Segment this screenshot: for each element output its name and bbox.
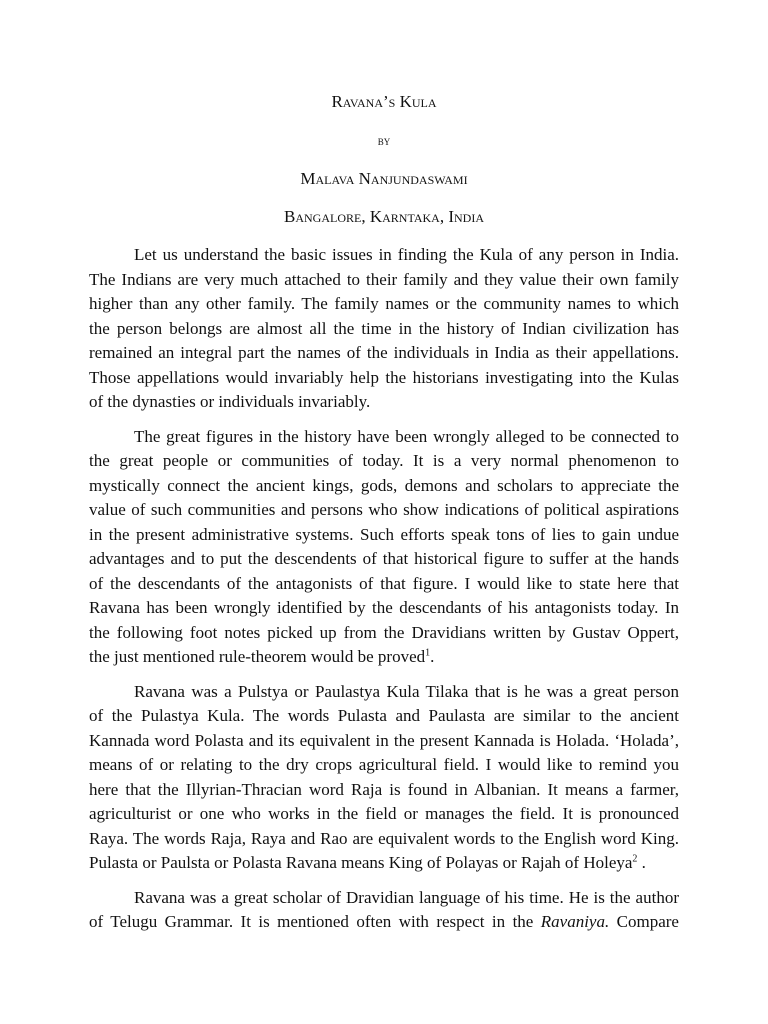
text-line: in the present administrative systems. Such efforts speak tons of lies to gain undue	[89, 524, 679, 544]
text-line: Ravana was a great scholar of Dravidian language of his time. He is the author	[134, 887, 679, 907]
text-line: The Indians are very much attached to their family and they value their own family	[89, 269, 679, 289]
text-line: the great people or communities of today. It is a very normal phenomenon to	[89, 451, 679, 470]
text-line: of the descendants of the antagonists of that figure. I would like to state here that	[89, 573, 679, 593]
document-page	[89, 0, 679, 935]
paragraph-1	[89, 243, 679, 415]
author-location: Bangalore, Karntaka, India	[284, 207, 484, 226]
text-line: Ravana was a Pulstya or Paulastya Kula Tilaka that is he was a great person	[134, 681, 679, 701]
text-line: Those appellations would invariably help the historians investigating into the Kulas	[89, 367, 679, 387]
italic-title: Ravaniya.	[540, 912, 610, 931]
text-line: Ravana has been wrongly identified by the descendants of his antagonists today. In	[89, 598, 679, 617]
text-line: Kannada word Polasta and its equivalent in the present Kannada is Holada. ‘Holada’,	[89, 730, 679, 750]
text-line: remained an integral part the names of the individuals in India as their appellations.	[89, 343, 679, 362]
text-line: advantages and to put the descendents of that historical figure to suffer at the hands	[89, 549, 679, 568]
text-line: Let us understand the basic issues in finding the Kula of any person in India.	[134, 245, 679, 264]
footnote-marker-1[interactable]: 1	[425, 647, 431, 659]
text-line: the person belongs are almost all the time in the history of Indian civilization has	[89, 318, 679, 338]
document-title: Ravana’s Kula	[331, 92, 437, 111]
text-fragment: .	[430, 647, 435, 666]
text-line-with-italic	[89, 910, 679, 935]
text-fragment: Pulasta or Paulsta or Polasta Ravana means King of Polayas or Rajah of Holeya	[89, 853, 633, 872]
text-line: agriculturist or one who works in the field or manages the field. It is pronounced	[89, 804, 679, 823]
text-fragment: .	[637, 853, 646, 872]
text-line: Raya. The words Raja, Raya and Rao are equivalent words to the English word King.	[89, 828, 679, 848]
text-line: mystically connect the ancient kings, gods, demons and scholars to appreciate the	[89, 475, 679, 495]
text-line: value of such communities and persons who show indications of political aspirations	[89, 500, 679, 519]
text-line: the following foot notes picked up from the Dravidians written by Gustav Oppert,	[89, 622, 679, 642]
byline-label: by	[377, 133, 391, 148]
text-fragment: Compare	[609, 912, 679, 931]
text-line: of the dynasties or individuals invariably.	[89, 392, 371, 411]
paragraph-3	[89, 680, 679, 876]
text-line: here that the Illyrian-Thracian word Raja is found in Albanian. It means a farmer,	[89, 779, 679, 799]
text-fragment: the just mentioned rule-theorem would be proved	[89, 647, 426, 666]
text-line: of the Pulastya Kula. The words Pulasta and Paulasta are similar to the ancient	[89, 706, 679, 725]
text-fragment: of Telugu Grammar. It is mentioned often with respect in the	[89, 912, 541, 931]
author-name: Malava Nanjundaswami	[300, 169, 468, 188]
footnote-marker-2[interactable]: 2	[632, 853, 638, 865]
text-line-with-footnote	[89, 851, 679, 876]
text-line: means of or relating to the dry crops agricultural field. I would like to remind you	[89, 755, 679, 774]
text-line-with-footnote	[89, 645, 679, 670]
paragraph-4	[89, 886, 679, 935]
text-line: The great figures in the history have been wrongly alleged to be connected to	[134, 426, 679, 446]
text-line: higher than any other family. The family names or the community names to which	[89, 294, 679, 313]
paragraph-2	[89, 425, 679, 670]
